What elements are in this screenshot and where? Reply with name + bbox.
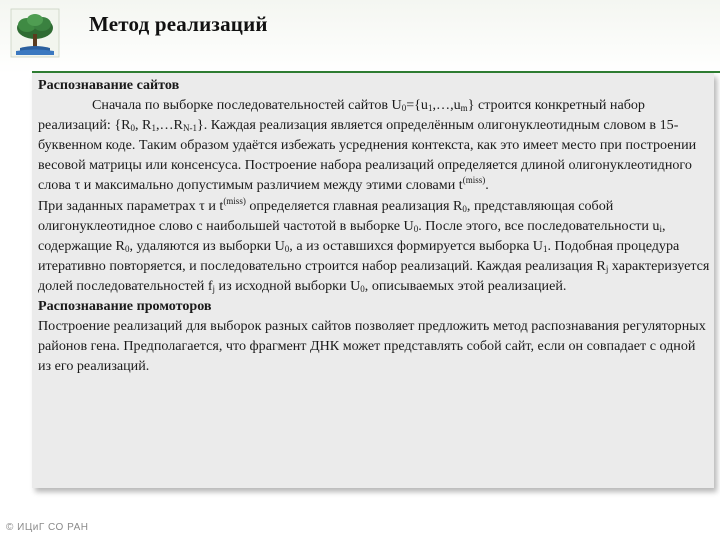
footer-copyright: © ИЦиГ СО РАН — [6, 522, 89, 533]
tree-logo-icon — [10, 8, 60, 58]
slide-title: Метод реализаций — [89, 12, 268, 36]
paragraph-promoter-method: Построение реализаций для выборок разных сайтов позволяет предложить метод распознавания регуляторных районов гена. Предполагается, что фрагмент ДНК может представлять собой сайт, если он совпадает с одной из его реализаций. — [38, 318, 706, 375]
paragraph-iterative-procedure: При заданных параметрах τ и $t^{(miss)}$ определяется главная реализация $R_0$, представляющая собой олигонуклеотидное слово с наибольшей частотой в выборке $U_0$. После этого, все последовательности $u_i$, содержащие $R_0$, удаляются из выборки $U_0$, а из оставшихся формируется выборка $U_1$. Подобная процедура итеративно повторяется, и последовательно строится набор реализаций. Каждая реализация $R_j$ характеризуется долей последовательностей $f_j$ из исходной выборки $U_0$, описываемых этой реализацией. — [38, 195, 710, 294]
content-text — [38, 75, 710, 376]
heading-site-recognition: Распознавание сайтов — [38, 77, 180, 93]
heading-promoter-recognition: Распознавание промоторов — [38, 298, 212, 315]
paragraph-realization-set: Сначала по выборке последовательностей сайтов $U_0=\{u_1,\dots,u_m\}$ строится конкретный набор реализаций: {$R_0$, $R_1,\dots R_{N-1}$}. Каждая реализация является определённым олигонуклеотидным словом в 15-буквенном коде. Таким образом удаётся избежать усреднения контекста, как это имеет место при построении весовой матрицы или консенсуса. Построение набора реализаций определяется длиной олигонуклеотидного слова τ и максимально допустимым различием между этими словами $t^{(miss)}$. — [38, 97, 697, 194]
slide-header — [0, 0, 720, 74]
